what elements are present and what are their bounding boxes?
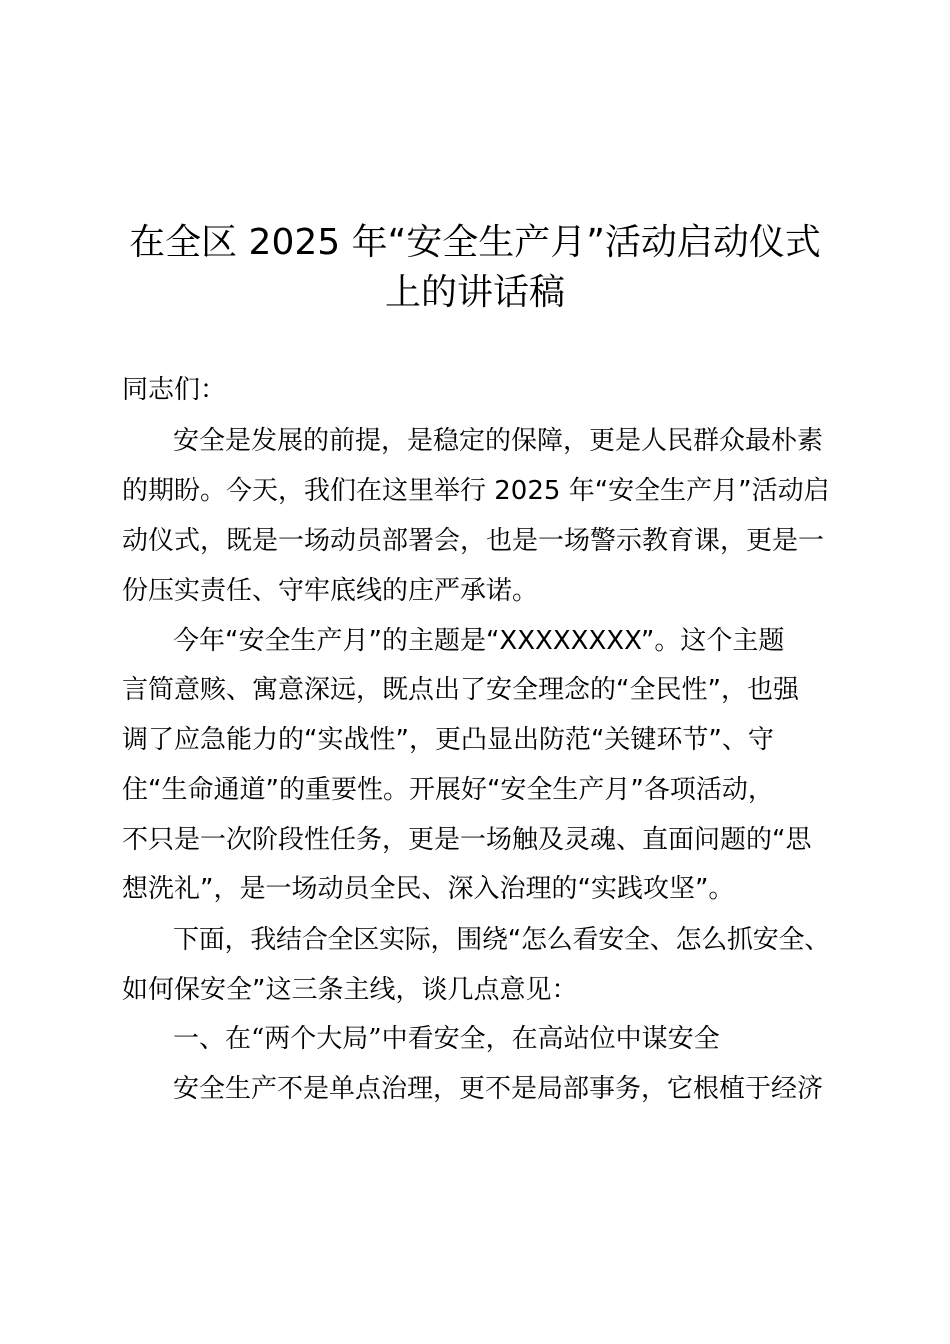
paragraph-line: 调了应急能力的“实战性”，更凸显出防范“关键环节”、守: [122, 725, 774, 755]
section-heading: 一、在“两个大局”中看安全，在高站位中谋安全: [173, 1024, 720, 1054]
document-title-line-1: 在全区 2025 年“安全生产月”活动启动仪式: [129, 222, 821, 263]
paragraph-line: 安全生产不是单点治理，更不是局部事务，它根植于经济: [173, 1074, 824, 1104]
document-title-line-2: 上的讲话稿: [384, 272, 565, 313]
paragraph-line: 今年“安全生产月”的主题是“XXXXXXXX”。这个主题: [173, 626, 785, 656]
paragraph-line: 动仪式，既是一场动员部署会，也是一场警示教育课，更是一: [122, 526, 825, 556]
paragraph-line: 份压实责任、守牢底线的庄严承诺。: [122, 576, 539, 606]
paragraph-line: 想洗礼”，是一场动员全民、深入治理的“实践攻坚”。: [122, 874, 735, 904]
paragraph-line: 下面，我结合全区实际，围绕“怎么看安全、怎么抓安全、: [173, 925, 830, 955]
paragraph-line: 安全是发展的前提，是稳定的保障，更是人民群众最朴素: [173, 426, 824, 456]
salutation: 同志们：: [122, 375, 227, 405]
paragraph-line: 如何保安全”这三条主线，谈几点意见：: [122, 975, 578, 1005]
paragraph-line: 住“生命通道”的重要性。开展好“安全生产月”各项活动，: [122, 775, 774, 805]
paragraph-line: 的期盼。今天，我们在这里举行 2025 年“安全生产月”活动启: [122, 476, 830, 506]
paragraph-line: 不只是一次阶段性任务，更是一场触及灵魂、直面问题的“思: [122, 825, 812, 855]
paragraph-line: 言简意赅、寓意深远，既点出了安全理念的“全民性”，也强: [122, 675, 799, 705]
